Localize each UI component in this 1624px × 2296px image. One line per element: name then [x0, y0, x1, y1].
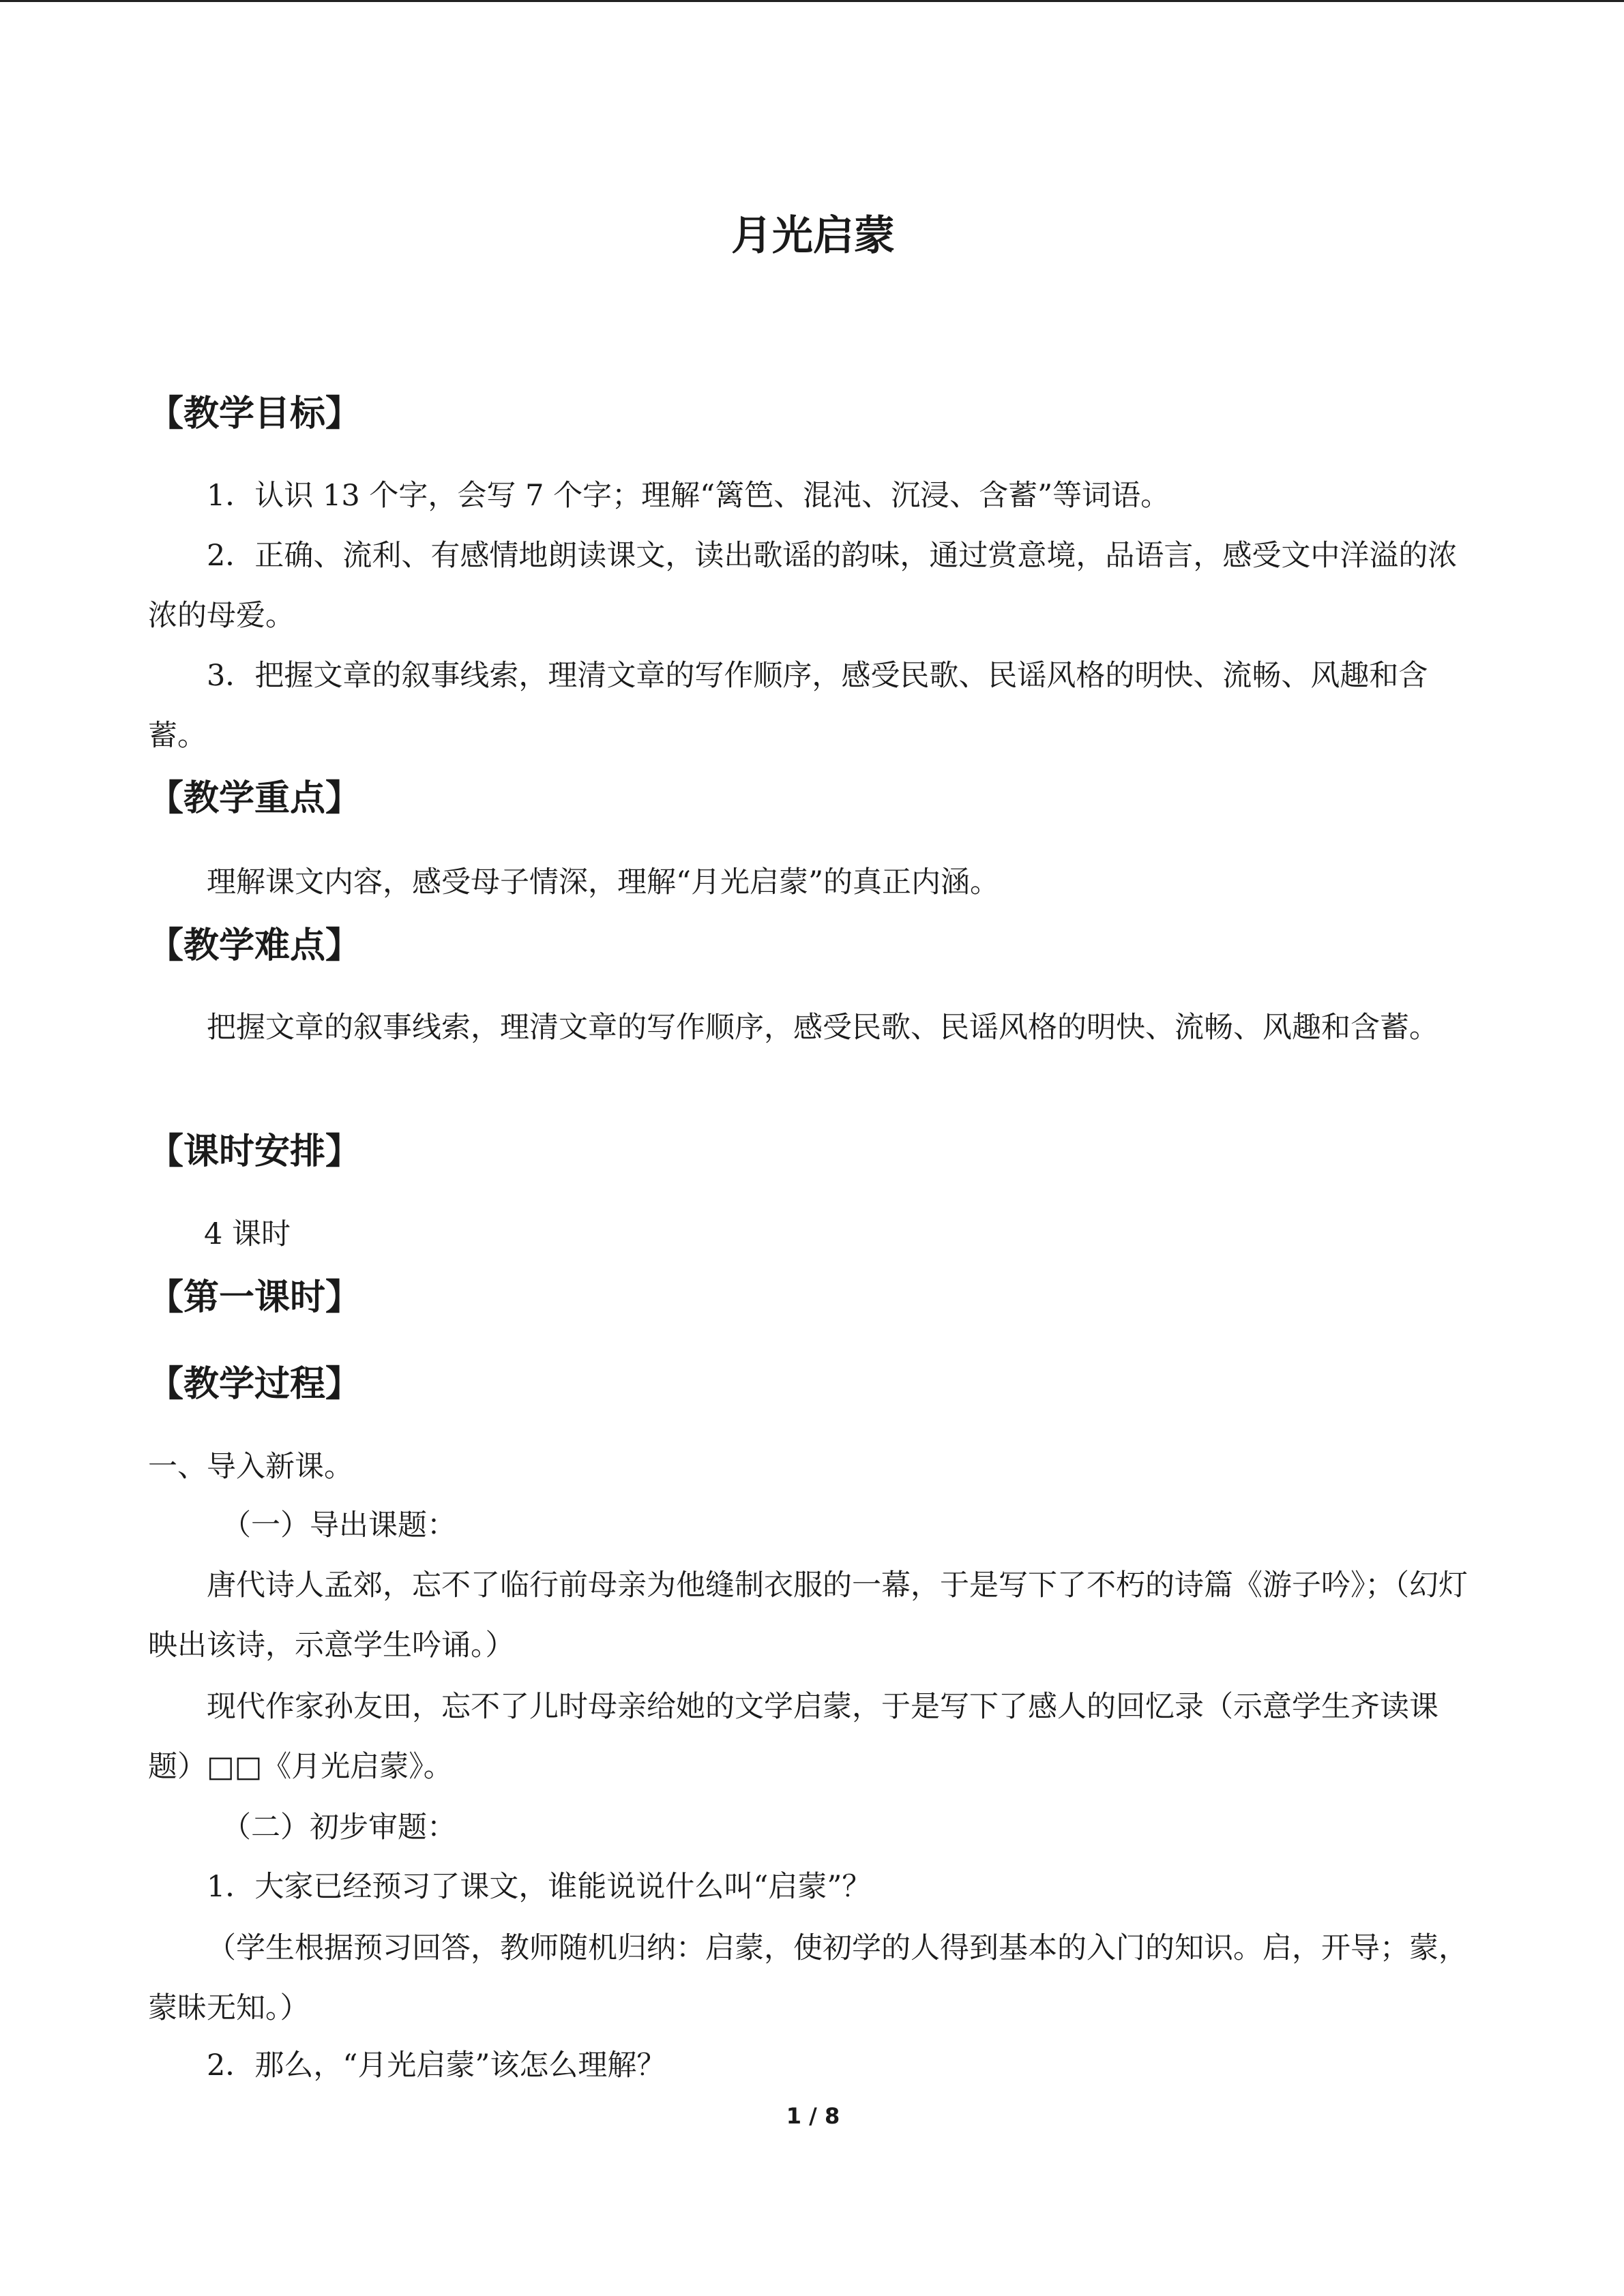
objective-item-2: 2．正确、流利、有感情地朗读课文，读出歌谣的韵味，通过赏意境，品语言，感受文中洋溢的浓浓的母爱。 [148, 539, 1458, 633]
schedule-text: 4 课时 [204, 1217, 291, 1251]
heading-key-points: 【教学重点】 [148, 778, 361, 819]
difficulties-text: 把握文章的叙事线索，理清文章的写作顺序，感受民歌、民谣风格的明快、流畅、风趣和含蓄。 [207, 1011, 1438, 1045]
process-answer-1: （学生根据预习回答，教师随机归纳：启蒙，使初学的人得到基本的入门的知识。启，开导；蒙，蒙昧无知。） [148, 1931, 1468, 2025]
page-number: 1 / 8 [786, 2103, 840, 2129]
document-title: 月光启蒙 [731, 212, 895, 260]
heading-difficulties: 【教学难点】 [148, 925, 361, 966]
heading-objectives: 【教学目标】 [148, 393, 361, 434]
process-question-2: 2．那么，“月光启蒙”该怎么理解？ [207, 2048, 666, 2083]
key-points-text: 理解课文内容，感受母子情深，理解“月光启蒙”的真正内涵。 [207, 865, 999, 899]
process-sub-1: （一）导出课题： [222, 1508, 456, 1542]
process-para-1: 唐代诗人孟郊，忘不了临行前母亲为他缝制衣服的一幕，于是写下了不朽的诗篇《游子吟》；（幻灯映出该诗，示意学生吟诵。） [148, 1568, 1468, 1663]
heading-process: 【教学过程】 [148, 1364, 361, 1405]
heading-schedule: 【课时安排】 [148, 1131, 361, 1172]
process-sub-2: （二）初步审题： [222, 1810, 456, 1845]
process-step-1: 一、导入新课。 [148, 1450, 353, 1484]
process-question-1: 1．大家已经预习了课文，谁能说说什么叫“启蒙”？ [207, 1870, 872, 1904]
objective-item-1: 1．认识 13 个字，会写 7 个字；理解“篱笆、混沌、沉浸、含蓄”等词语。 [207, 479, 1170, 513]
document-page [148, 0, 1478, 2296]
process-para-2: 现代作家孙友田，忘不了儿时母亲给她的文学启蒙，于是写下了感人的回忆录（示意学生齐读课题）□□《月光启蒙》。 [148, 1690, 1438, 1784]
objective-item-3: 3．把握文章的叙事线索，理清文章的写作顺序，感受民歌、民谣风格的明快、流畅、风趣和含蓄。 [148, 659, 1428, 753]
heading-first-lesson: 【第一课时】 [148, 1277, 361, 1318]
